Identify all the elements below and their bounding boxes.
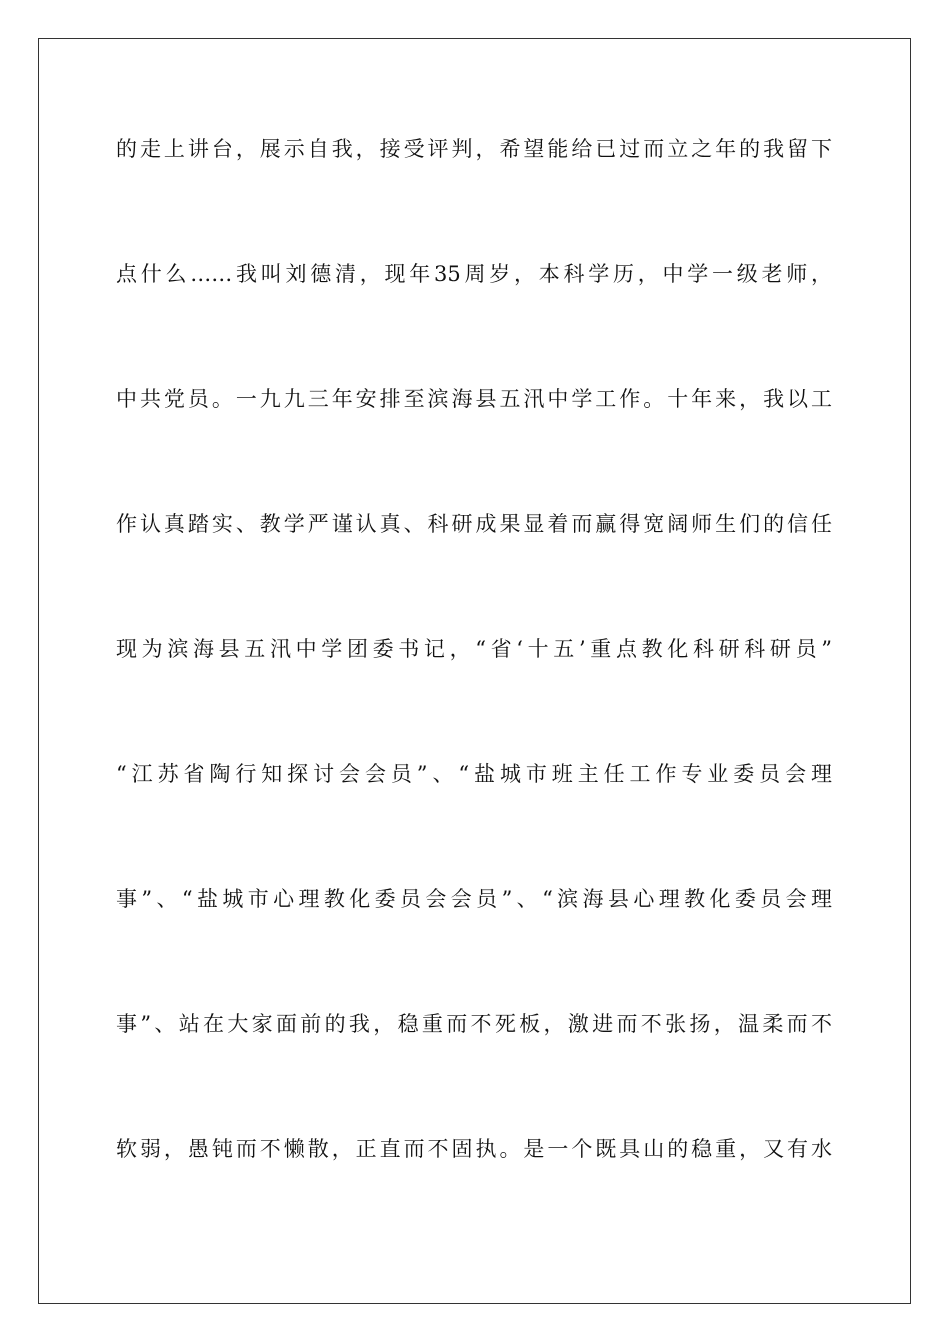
paragraph-line-6: “江苏省陶行知探讨会会员”、“盐城市班主任工作专业委员会理 (116, 762, 832, 786)
paragraph-line-3: 中共党员。一九九三年安排至滨海县五汛中学工作。十年来，我以工 (116, 387, 832, 411)
paragraph-line-4: 作认真踏实、教学严谨认真、科研成果显着而赢得宽阔师生们的信任 (116, 512, 832, 536)
paragraph-line-5: 现为滨海县五汛中学团委书记，“省‘十五’重点教化科研科研员” (116, 637, 832, 661)
paragraph-line-7: 事”、“盐城市心理教化委员会会员”、“滨海县心理教化委员会理 (116, 887, 832, 911)
page-border (38, 38, 911, 1304)
paragraph-line-9: 软弱，愚钝而不懒散，正直而不固执。是一个既具山的稳重，又有水 (116, 1137, 832, 1161)
paragraph-line-1: 的走上讲台，展示自我，接受评判，希望能给已过而立之年的我留下 (116, 137, 832, 161)
paragraph-line-8: 事”、站在大家面前的我，稳重而不死板，激进而不张扬，温柔而不 (116, 1012, 832, 1036)
paragraph-line-2: 点什么……我叫刘德清，现年35周岁，本科学历，中学一级老师， (116, 262, 832, 286)
